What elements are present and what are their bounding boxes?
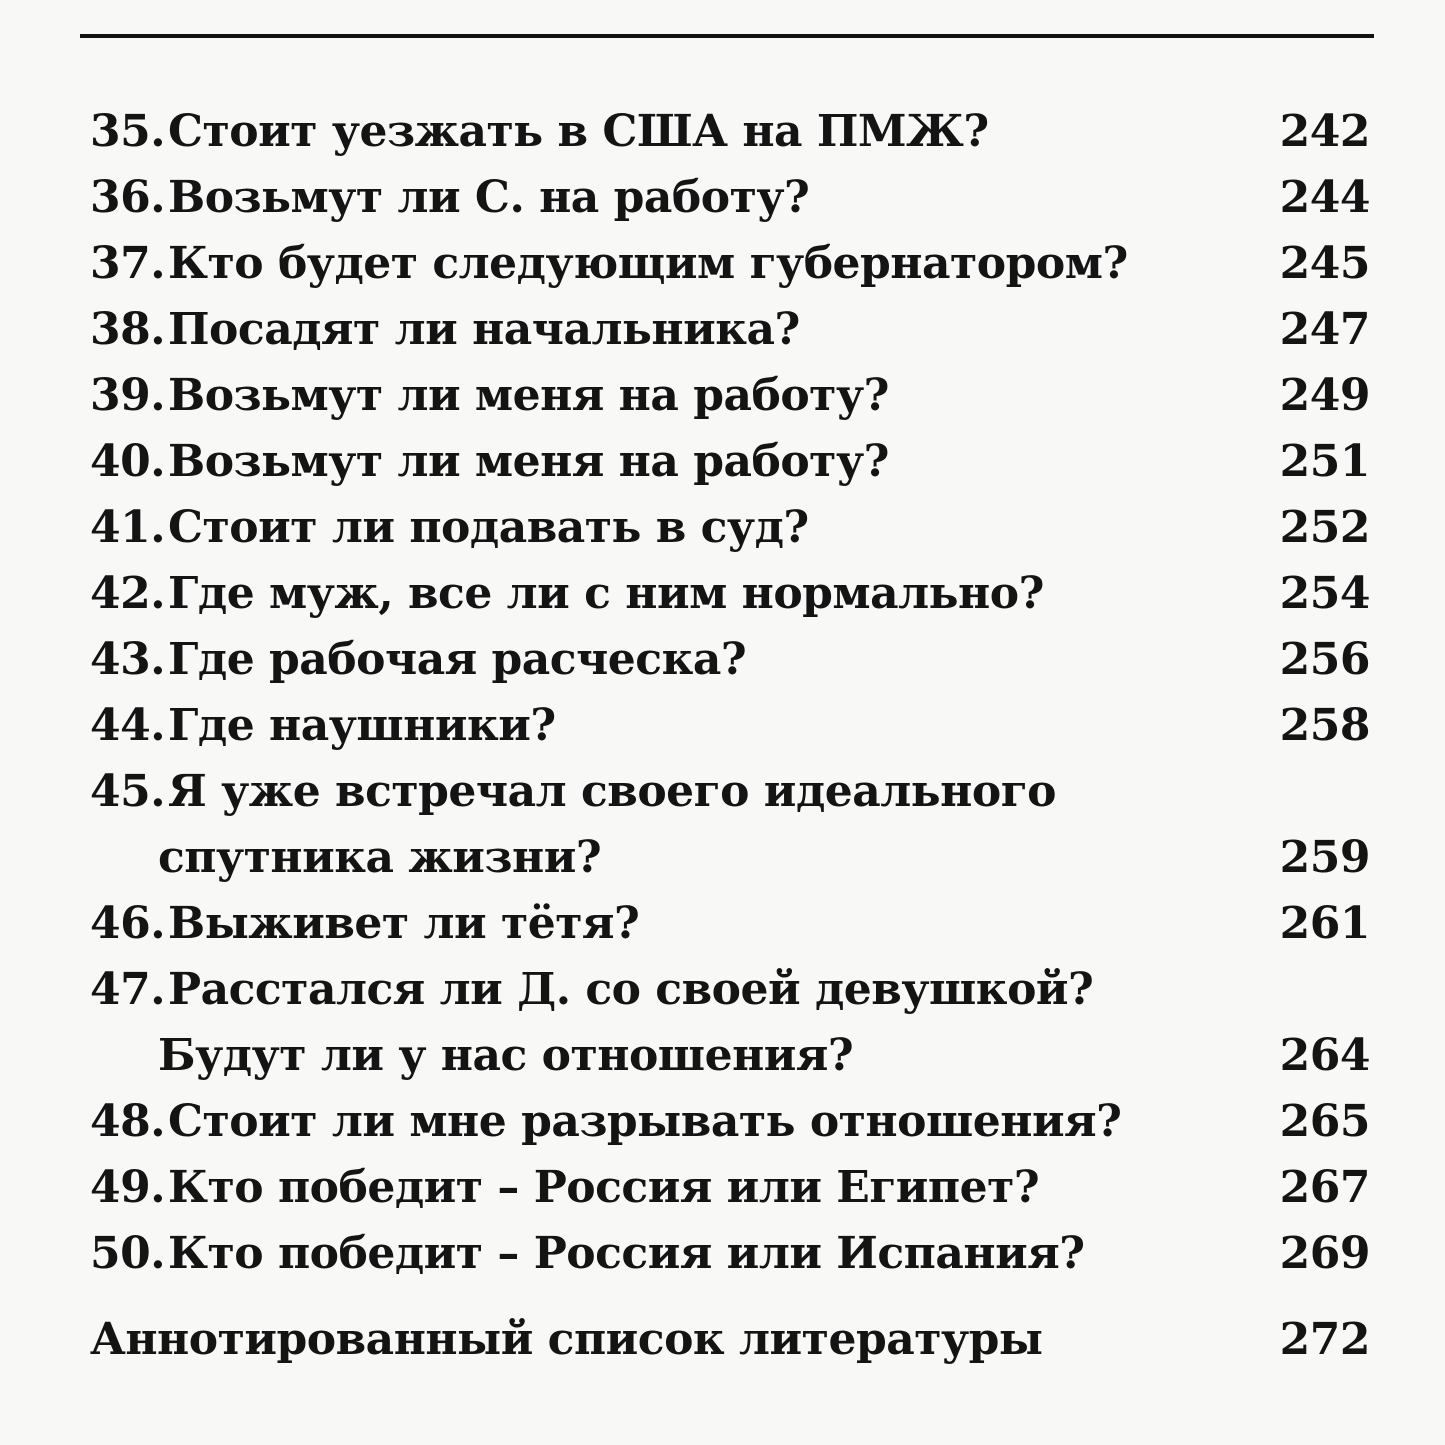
entry-number: 40. [90,436,166,487]
entry-title: Где наушники? [168,700,556,751]
toc-entry [90,693,1370,759]
entry-page: 254 [1279,568,1370,619]
entry-title: Стоит уезжать в США на ПМЖ? [168,106,989,157]
entry-number: 35. [90,106,166,157]
entry-page: 251 [1279,436,1370,487]
entry-title: Где муж, все ли с ним нормально? [168,568,1044,619]
entry-number: 44. [90,700,166,751]
entry-number: 36. [90,172,166,223]
appendix-title: Аннотированный список литературы [90,1314,1043,1365]
toc-entry [90,561,1370,627]
toc-entry [90,99,1370,165]
entry-page: 259 [1279,832,1370,883]
entry-page: 256 [1279,634,1370,685]
entry-page: 265 [1279,1096,1370,1147]
top-rule [80,34,1374,38]
toc-entry [90,495,1370,561]
entry-page: 264 [1279,1030,1370,1081]
entry-page: 249 [1279,370,1370,421]
entry-page: 267 [1279,1162,1370,1213]
entry-title-block [158,759,1258,891]
entry-title: Расстался ли Д. со своей девушкой? [168,964,1094,1015]
entry-title-block [158,957,1258,1089]
entry-number: 50. [90,1228,166,1279]
toc-entry [90,231,1370,297]
entry-number: 39. [90,370,166,421]
entry-number: 45. [90,766,166,817]
entry-number: 38. [90,304,166,355]
entry-title: Кто будет следующим губернатором? [168,238,1128,289]
entry-title: Посадят ли начальника? [168,304,800,355]
entry-page: 252 [1279,502,1370,553]
toc-entry [90,1089,1370,1155]
toc-entry [90,1221,1370,1287]
toc-entry [90,891,1370,957]
entry-title: Кто победит – Россия или Египет? [168,1162,1040,1213]
entry-title: Где рабочая расческа? [168,634,747,685]
entry-title: Возьмут ли меня на работу? [168,436,889,487]
appendix-page: 272 [1279,1314,1370,1365]
toc-entry [90,363,1370,429]
entry-page: 261 [1279,898,1370,949]
toc-entry [90,759,1370,891]
entry-page: 269 [1279,1228,1370,1279]
entry-number: 37. [90,238,166,289]
entry-title-continuation: спутника жизни? [158,832,602,883]
entry-title: Выживет ли тётя? [168,898,640,949]
entry-page: 244 [1279,172,1370,223]
toc-entry [90,429,1370,495]
entry-title: Я уже встречал своего идеального [168,766,1057,817]
toc-entry [90,165,1370,231]
entry-title: Возьмут ли С. на работу? [168,172,810,223]
entry-number: 41. [90,502,166,553]
entry-page: 242 [1279,106,1370,157]
entry-title: Стоит ли мне разрывать отношения? [168,1096,1122,1147]
entry-page: 245 [1279,238,1370,289]
entry-number: 49. [90,1162,166,1213]
entry-page: 258 [1279,700,1370,751]
entry-page: 247 [1279,304,1370,355]
entry-number: 43. [90,634,166,685]
toc-entry [90,627,1370,693]
entry-number: 42. [90,568,166,619]
toc-appendix-entry [90,1307,1370,1373]
entry-number: 48. [90,1096,166,1147]
entry-title: Кто победит – Россия или Испания? [168,1228,1085,1279]
toc-entry [90,297,1370,363]
entry-title: Стоит ли подавать в суд? [168,502,809,553]
entry-title-continuation: Будут ли у нас отношения? [158,1030,854,1081]
entry-number: 46. [90,898,166,949]
entry-title: Возьмут ли меня на работу? [168,370,889,421]
entry-number: 47. [90,964,166,1015]
toc-entry [90,1155,1370,1221]
toc-entry [90,957,1370,1089]
table-of-contents [90,99,1370,1373]
